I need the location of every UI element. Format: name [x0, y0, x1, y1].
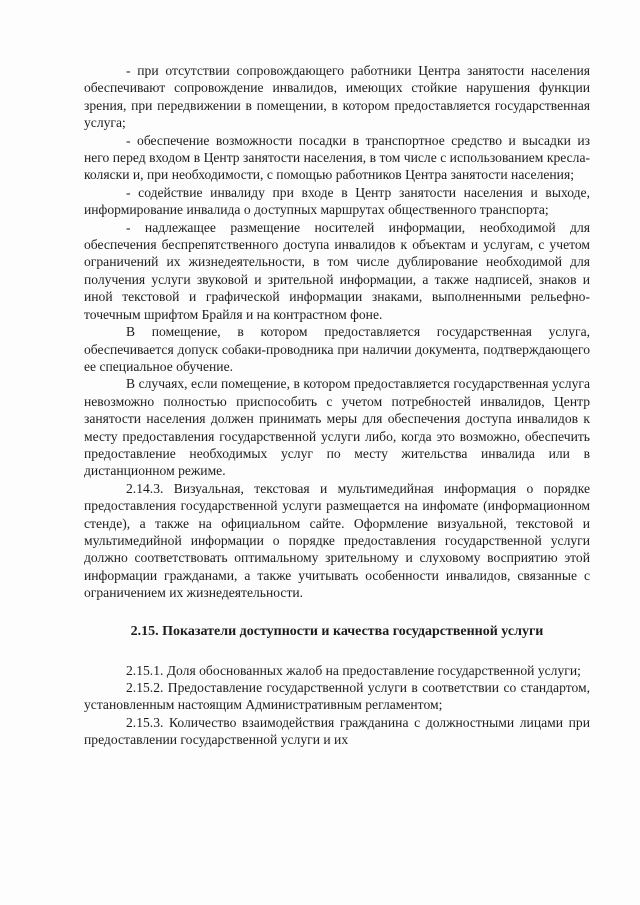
paragraph-2-14-3: 2.14.3. Визуальная, текстовая и мультимедийная информация о порядке предоставления государственной услуги размещается на инфомате (информационном стенде), а также на официальном сайте. Оформление визуальной, текстовой и мультимедийной информации о порядке предоставления государственной услуги должно соответствовать оптимальному зрительному и слуховому восприятию этой информации гражданами, а также учитывать особенности инвалидов, связанные с ограничением их жизнедеятельности.	[84, 480, 590, 601]
paragraph-2-15-2: 2.15.2. Предоставление государственной услуги в соответствии со стандартом, установленным настоящим Административным регламентом;	[84, 680, 590, 713]
paragraph-guide-dog: В помещение, в котором предоставляется государственная услуга, обеспечивается допуск собаки-проводника при наличии документа, подтверждающего ее специальное обучение.	[84, 324, 590, 374]
document-body	[84, 62, 590, 749]
paragraph-information-carriers: - надлежащее размещение носителей информации, необходимой для обеспечения беспрепятственного доступа инвалидов к объектам и услугам, с учетом ограничений их жизнедеятельности, в том числе дублирование необходимой для получения услуги звуковой и зрительной информации, а также надписей, знаков и иной текстовой и графической информации знаками, выполненными рельефно-точечным шрифтом Брайля и на контрастном фоне.	[84, 219, 590, 322]
paragraph-2-15-1: 2.15.1. Доля обоснованных жалоб на предоставление государственной услуги;	[126, 662, 581, 678]
paragraph-2-15-3: 2.15.3. Количество взаимодействия гражданина с должностными лицами при предоставлении государственной услуги и их	[84, 714, 590, 748]
paragraph-escort: - при отсутствии сопровождающего работники Центра занятости населения обеспечивают сопровождение инвалидов, имеющих стойкие нарушения функции зрения, при передвижении в помещении, в котором предоставляется государственная услуга;	[84, 63, 590, 131]
paragraph-remote-service: В случаях, если помещение, в котором предоставляется государственная услуга невозможно полностью приспособить с учетом потребностей инвалидов, Центр занятости населения должен принимать меры для обеспечения доступа инвалидов к месту предоставления государственной услуги либо, когда это возможно, обеспечить предоставление необходимых услуг по месту жительства инвалида или в дистанционном режиме.	[84, 376, 590, 479]
paragraph-entrance-assistance: - содействие инвалиду при входе в Центр занятости населения и выходе, информирование инвалида о доступных маршрутах общественного транспорта;	[84, 184, 590, 218]
paragraph-boarding: - обеспечение возможности посадки в транспортное средство и высадки из него перед входом в Центр занятости населения, в том числе с использованием кресла-коляски и, при необходимости, с помощью работников Центра занятости населения;	[84, 132, 590, 183]
section-heading-2-15: 2.15. Показатели доступности и качества государственной услуги	[130, 623, 544, 639]
